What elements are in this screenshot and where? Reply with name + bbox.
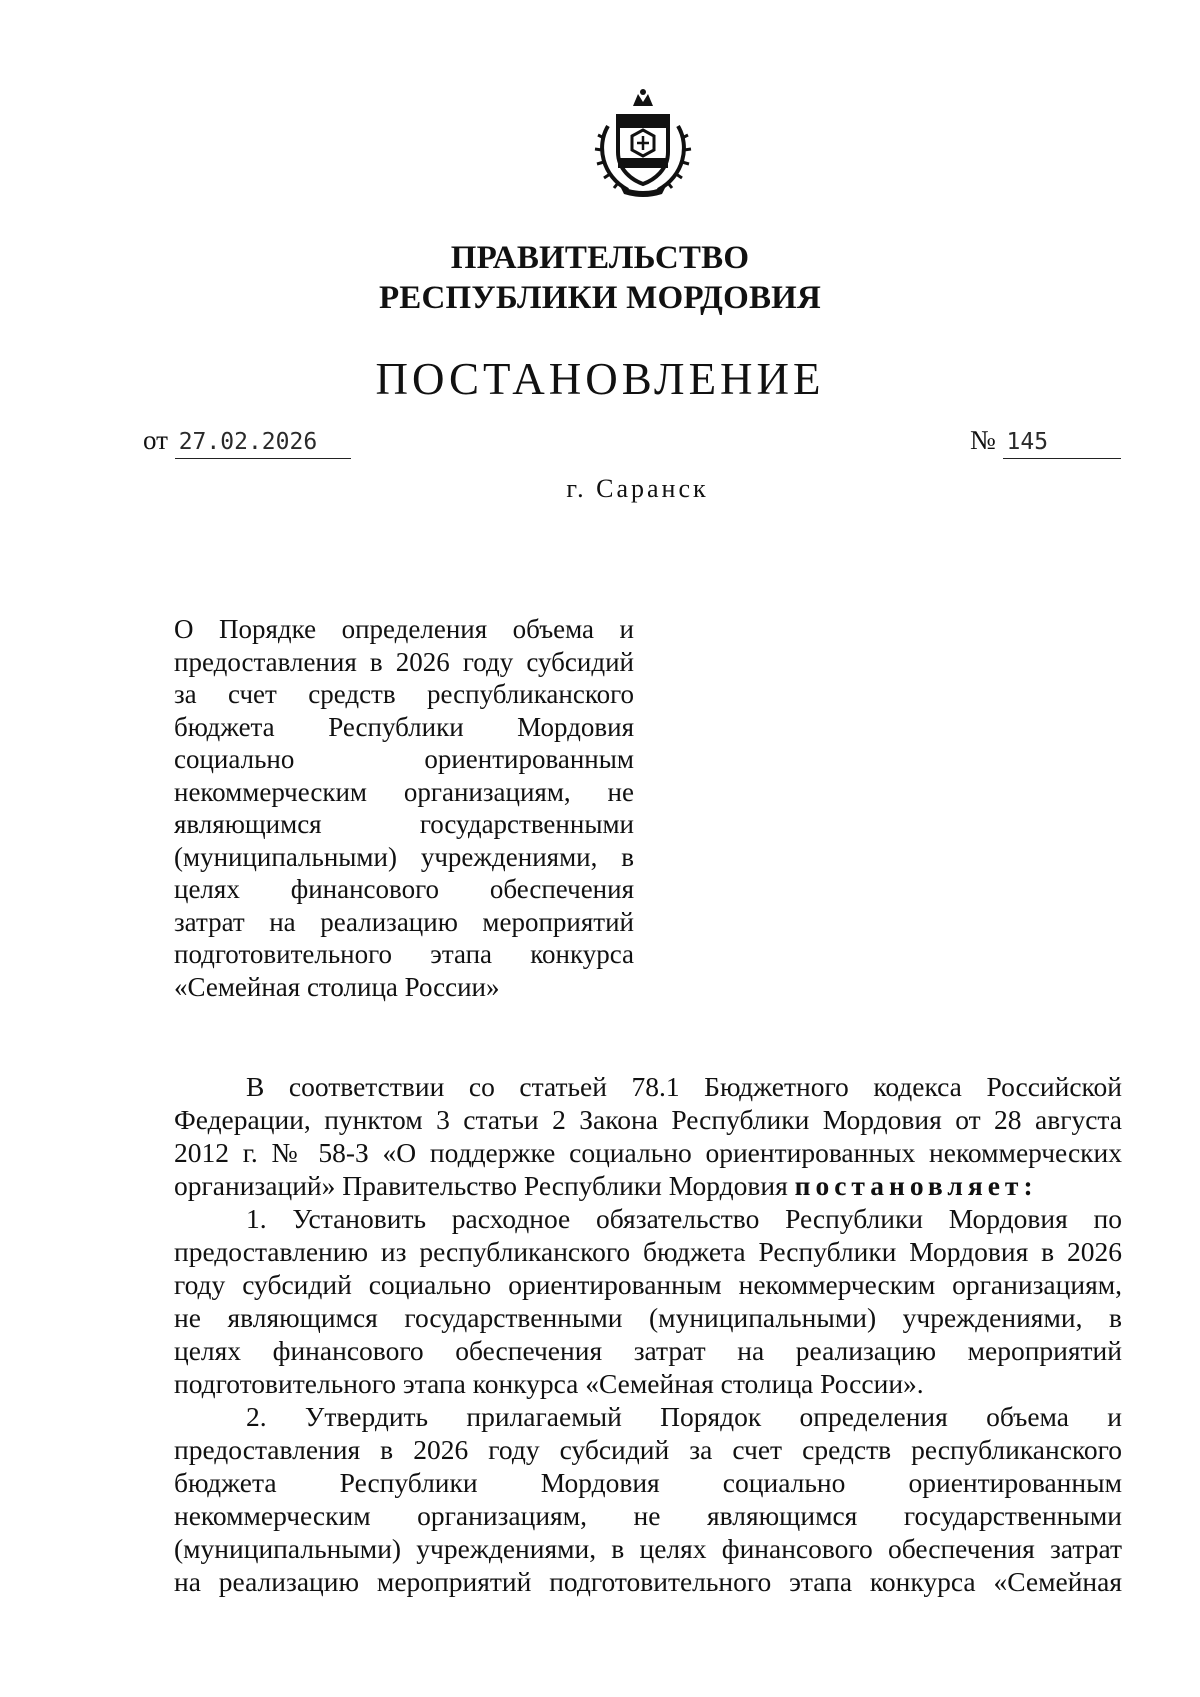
coat-of-arms-emblem <box>588 86 698 198</box>
document-date <box>143 424 351 459</box>
subject-line: предоставления в 2026 году субсидий <box>174 646 634 677</box>
subject-line: являющимся государственными <box>174 809 634 839</box>
organization-name-line2: РЕСПУБЛИКИ МОРДОВИЯ <box>378 280 822 316</box>
body-line: не являющимся государственными (муниципальными) учреждениями, в <box>174 1302 1122 1333</box>
subject-line: О Порядке определения объема и <box>174 614 634 644</box>
subject-line: (муниципальными) учреждениями, в <box>174 841 634 872</box>
city-name: г. Саранск <box>566 474 709 503</box>
body-line: 2012 г. № 58-З «О поддержке социально ориентированных некоммерческих <box>174 1137 1122 1168</box>
body-line-with-decree <box>174 1169 1122 1202</box>
body-line: предоставления в 2026 году субсидий за счет средств республиканского <box>174 1434 1122 1465</box>
body-line: 2. Утвердить прилагаемый Порядок определения объема и <box>246 1401 1122 1432</box>
subject-line: целях финансового обеспечения <box>174 874 634 904</box>
body-line: подготовительного этапа конкурса «Семейная столица России». <box>174 1368 924 1399</box>
subject-line: некоммерческим организациям, не <box>174 776 634 807</box>
number-prefix: № <box>970 425 996 455</box>
date-prefix: от <box>143 425 168 455</box>
body-line: 1. Установить расходное обязательство Республики Мордовия по <box>246 1203 1122 1234</box>
body-line: Федерации, пунктом 3 статьи 2 Закона Республики Мордовия от 28 августа <box>174 1104 1122 1135</box>
body-line: В соответствии со статьей 78.1 Бюджетного кодекса Российской <box>246 1071 1122 1102</box>
subject-line: за счет средств республиканского <box>174 679 634 709</box>
subject-line: затрат на реализацию мероприятий <box>174 906 634 937</box>
body-line: на реализацию мероприятий подготовительного этапа конкурса «Семейная <box>174 1566 1122 1597</box>
date-value: 27.02.2026 <box>175 426 351 459</box>
body-line-text: организаций» Правительство Республики Мордовия <box>174 1170 788 1201</box>
subject-line: социально ориентированным <box>174 744 634 774</box>
decree-word: постановляет: <box>794 1170 1038 1201</box>
subject-line: «Семейная столица России» <box>174 971 500 1002</box>
body-line: году субсидий социально ориентированным некоммерческим организациям, <box>174 1269 1122 1300</box>
subject-line: бюджета Республики Мордовия <box>174 711 634 742</box>
body-line: предоставлению из республиканского бюджета Республики Мордовия в 2026 <box>174 1236 1122 1267</box>
document-type-title: ПОСТАНОВЛЕНИЕ <box>375 354 825 404</box>
document-body <box>174 1070 1122 1598</box>
body-line: целях финансового обеспечения затрат на реализацию мероприятий <box>174 1335 1122 1366</box>
body-line: бюджета Республики Мордовия социально ориентированным <box>174 1467 1122 1498</box>
body-line: некоммерческим организациям, не являющимся государственными <box>174 1500 1122 1531</box>
subject-line: подготовительного этапа конкурса <box>174 939 634 969</box>
number-value: 145 <box>1003 426 1121 459</box>
organization-name-line1: ПРАВИТЕЛЬСТВО <box>450 240 750 276</box>
body-line: (муниципальными) учреждениями, в целях финансового обеспечения затрат <box>174 1533 1122 1564</box>
document-number <box>970 424 1121 459</box>
document-subject <box>174 613 634 1003</box>
